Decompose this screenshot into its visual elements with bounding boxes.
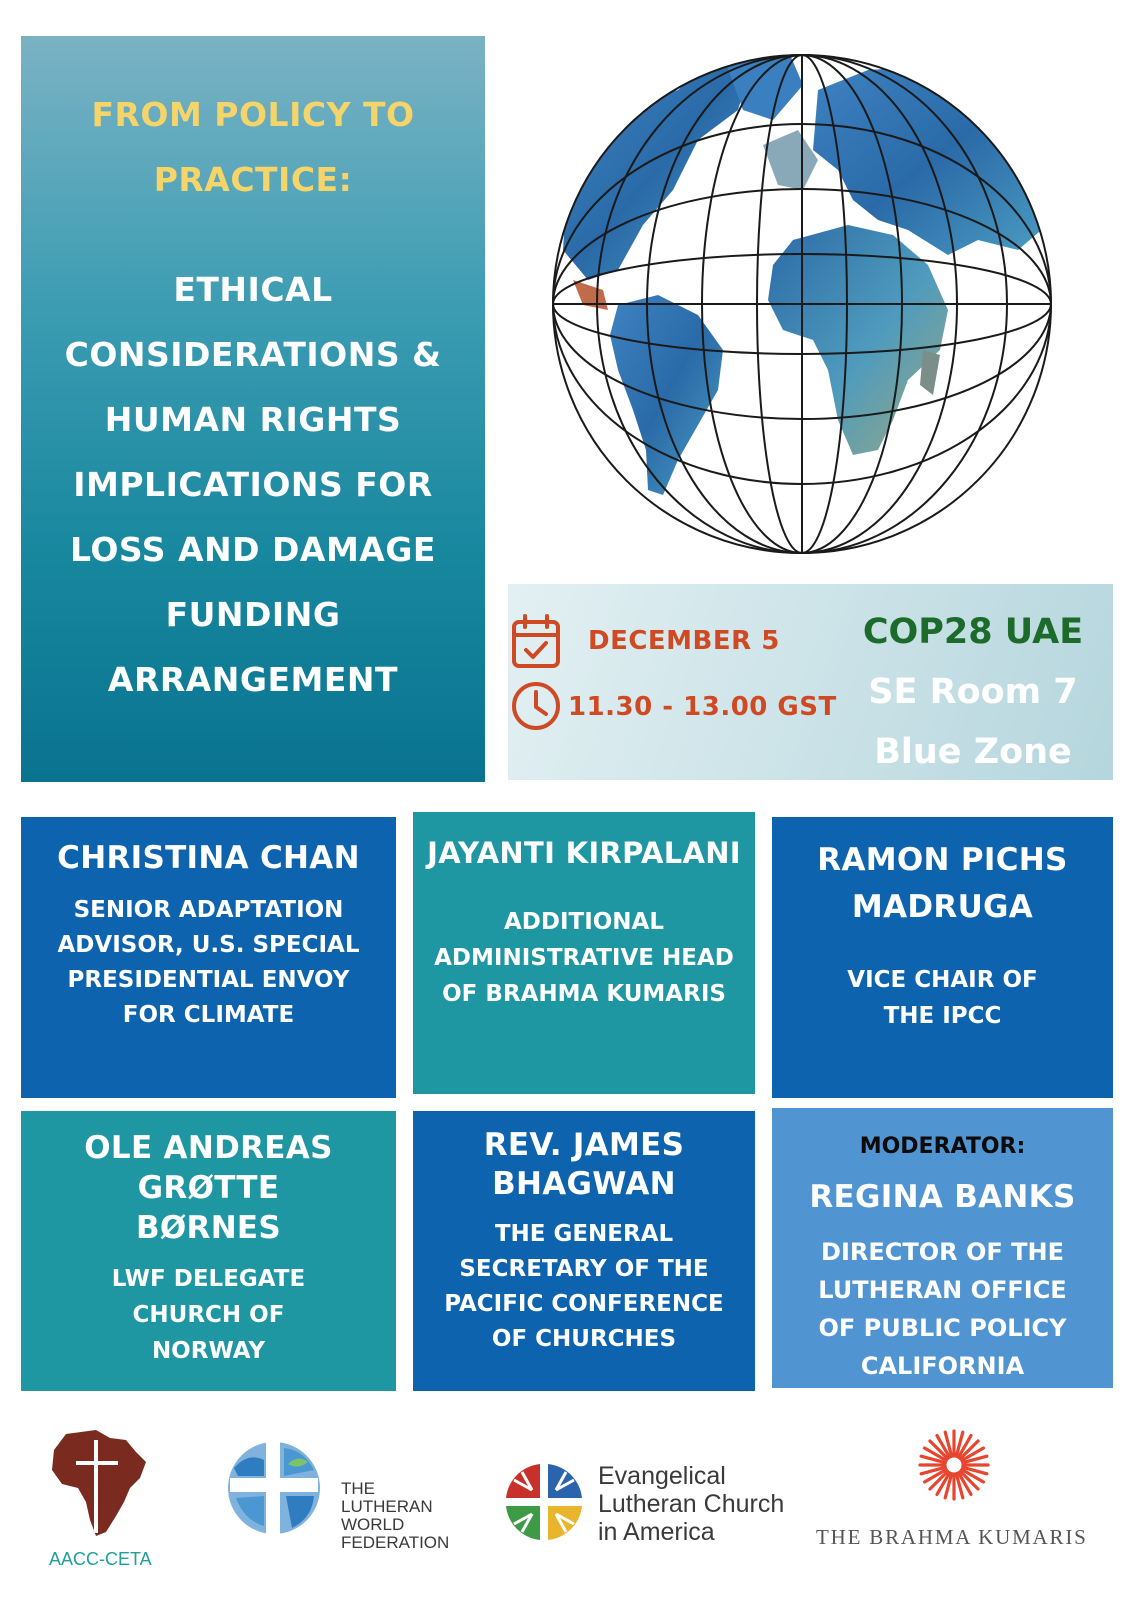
moderator-name: REGINA BANKS <box>809 1179 1076 1215</box>
speaker-role: VICE CHAIR OF THE IPCC <box>847 967 1038 1029</box>
lwf-label-line: THE <box>341 1479 375 1498</box>
venue-event-name: COP28 UAE <box>862 612 1084 652</box>
speaker-role: SENIOR ADAPTATION ADVISOR, U.S. SPECIAL PRESIDENTIAL ENVOY FOR CLIMATE <box>57 897 360 1028</box>
speaker-name: JAYANTI KIRPALANI <box>427 836 741 870</box>
elca-logo-icon <box>502 1460 586 1544</box>
brahma-kumaris-sun-icon <box>918 1429 990 1501</box>
moderator-role: DIRECTOR OF THE LUTHERAN OFFICE OF PUBLIC POLICY CALIFORNIA <box>818 1238 1067 1380</box>
calendar-icon <box>511 613 561 669</box>
title-kicker: FROM POLICY TO PRACTICE: <box>91 95 415 199</box>
venue-zone: Blue Zone <box>874 732 1072 772</box>
lwf-label-line: LUTHERAN <box>341 1497 433 1516</box>
elca-label-line: Evangelical <box>598 1462 726 1490</box>
globe-icon <box>548 50 1056 558</box>
speaker-name: OLE ANDREAS GRØTTE BØRNES <box>84 1130 333 1246</box>
aacc-logo-label: AACC-CETA <box>49 1549 152 1569</box>
speaker-card <box>21 817 396 1098</box>
title-panel <box>21 36 485 782</box>
event-time: 11.30 - 13.00 GST <box>568 692 837 722</box>
aacc-logo-icon <box>48 1428 153 1540</box>
speaker-name: REV. JAMES BHAGWAN <box>483 1127 685 1202</box>
lwf-logo-icon <box>226 1438 322 1538</box>
event-venue <box>843 602 1103 782</box>
lwf-logo-label <box>341 1480 449 1552</box>
event-info-panel <box>508 584 1113 780</box>
speaker-name: RAMON PICHS MADRUGA <box>817 842 1068 925</box>
moderator-card <box>772 1108 1113 1388</box>
speaker-card <box>21 1111 396 1391</box>
event-date: DECEMBER 5 <box>588 626 780 656</box>
venue-room: SE Room 7 <box>868 672 1078 712</box>
elca-label-line: Lutheran Church <box>598 1490 785 1518</box>
speaker-role: ADDITIONAL ADMINISTRATIVE HEAD OF BRAHMA KUMARIS <box>434 909 734 1007</box>
clock-icon <box>510 680 562 732</box>
speaker-card <box>413 1111 755 1391</box>
speaker-role: LWF DELEGATE CHURCH OF NORWAY <box>111 1266 306 1364</box>
speaker-name: CHRISTINA CHAN <box>57 840 360 876</box>
speaker-role: THE GENERAL SECRETARY OF THE PACIFIC CONFERENCE OF CHURCHES <box>444 1221 724 1352</box>
elca-logo-label <box>598 1462 784 1546</box>
speaker-card <box>413 812 755 1094</box>
title-main: ETHICAL CONSIDERATIONS & HUMAN RIGHTS IMPLICATIONS FOR LOSS AND DAMAGE FUNDING ARRANGEMENT <box>64 270 442 699</box>
brahma-kumaris-logo-label: THE BRAHMA KUMARIS <box>816 1525 1088 1549</box>
elca-label-line: in America <box>598 1518 715 1546</box>
lwf-label-line: WORLD <box>341 1515 405 1534</box>
moderator-label: MODERATOR: <box>859 1134 1026 1159</box>
speaker-card <box>772 817 1113 1098</box>
lwf-label-line: FEDERATION <box>341 1533 450 1552</box>
